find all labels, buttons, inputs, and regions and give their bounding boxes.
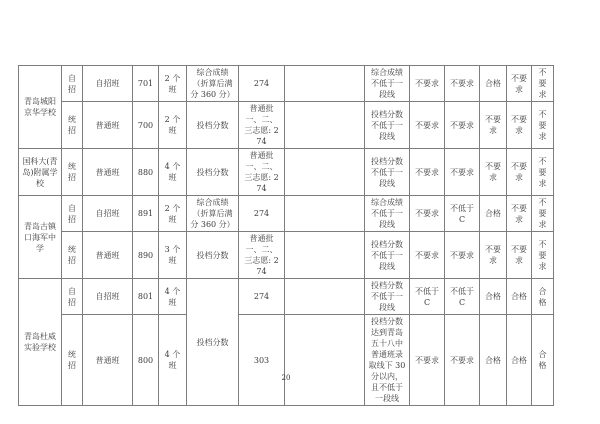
cell-enrollment-type: 自招 [62,66,83,102]
cell-requirement-5: 不要求 [532,102,554,149]
cell-score-basis: 投档分数 [187,232,239,279]
cell-school-code: 800 [133,315,159,406]
cell-requirement-3: 合格 [480,196,507,232]
cell-requirement-4: 不要求 [507,149,532,196]
cell-school-code: 890 [133,232,159,279]
cell-requirement-main: 投档分数不低于一段线 [365,232,410,279]
table-row [19,315,554,406]
table-row [19,196,554,232]
cell-school-name: 国科大(青岛)附属学校 [19,149,62,196]
table-row [19,232,554,279]
cell-requirement-3: 不要求 [480,149,507,196]
cell-class-count: 2 个班 [159,196,187,232]
cell-enrollment-type: 自招 [62,279,83,315]
cell-requirement-3: 不要求 [480,102,507,149]
cell-blank [285,66,365,102]
cell-class-type: 自招班 [83,66,133,102]
cell-requirement-5: 合格 [532,315,554,406]
cell-class-type: 自招班 [83,196,133,232]
cell-requirement-5: 合格 [532,279,554,315]
cell-blank [285,149,365,196]
cell-class-type: 自招班 [83,279,133,315]
cell-requirement-1: 不要求 [410,196,445,232]
cell-requirement-5: 不要求 [532,66,554,102]
cell-requirement-3: 合格 [480,315,507,406]
cell-requirement-4: 合格 [507,279,532,315]
cell-requirement-4: 不要求 [507,66,532,102]
cell-class-count: 4 个班 [159,149,187,196]
cell-enrollment-type: 统招 [62,232,83,279]
cell-class-type: 普通班 [83,102,133,149]
cell-admission-score: 274 [239,196,285,232]
cell-requirement-main: 综合成绩不低于一段线 [365,196,410,232]
cell-requirement-3: 不要求 [480,232,507,279]
cell-school-code: 701 [133,66,159,102]
cell-score-basis: 投档分数 [187,149,239,196]
cell-requirement-main: 投档分数达到青岛五十八中普通班录取线下 30 分以内，且不低于一段线 [365,315,410,406]
cell-requirement-1: 不要求 [410,315,445,406]
cell-requirement-2: 不要求 [445,315,480,406]
cell-admission-score: 普通批一、二、三志愿: 274 [239,232,285,279]
cell-school-name: 青岛城阳京华学校 [19,66,62,149]
cell-admission-score: 普通批一、二、三志愿: 274 [239,149,285,196]
cell-blank [285,196,365,232]
cell-requirement-2: 不要求 [445,149,480,196]
cell-requirement-2: 不低于 C [445,279,480,315]
cell-requirement-3: 合格 [480,66,507,102]
cell-requirement-4: 不要求 [507,196,532,232]
cell-blank [285,232,365,279]
cell-requirement-1: 不要求 [410,149,445,196]
cell-score-basis: 投档分数 [187,279,239,406]
cell-requirement-4: 合格 [507,315,532,406]
cell-class-count: 4 个班 [159,315,187,406]
cell-class-type: 普通班 [83,149,133,196]
cell-requirement-2: 不要求 [445,232,480,279]
cell-school-code: 880 [133,149,159,196]
cell-enrollment-type: 统招 [62,149,83,196]
cell-requirement-1: 不低于 C [410,279,445,315]
cell-admission-score: 274 [239,279,285,315]
cell-blank [285,102,365,149]
cell-requirement-5: 不要求 [532,232,554,279]
cell-requirement-2: 不低于 C [445,196,480,232]
cell-blank [285,279,365,315]
cell-school-code: 700 [133,102,159,149]
cell-enrollment-type: 自招 [62,196,83,232]
cell-requirement-5: 不要求 [532,149,554,196]
cell-requirement-2: 不要求 [445,102,480,149]
table-row [19,66,554,102]
cell-enrollment-type: 统招 [62,102,83,149]
cell-class-count: 2 个班 [159,66,187,102]
cell-requirement-main: 投档分数不低于一段线 [365,149,410,196]
cell-class-type: 普通班 [83,232,133,279]
cell-requirement-2: 不要求 [445,66,480,102]
cell-class-count: 4 个班 [159,279,187,315]
cell-class-count: 2 个班 [159,102,187,149]
cell-score-basis: 综合成绩（折算后满分 360 分） [187,196,239,232]
cell-class-type: 普通班 [83,315,133,406]
cell-score-basis: 投档分数 [187,102,239,149]
cell-requirement-main: 投档分数不低于一段线 [365,279,410,315]
cell-admission-score: 303 [239,315,285,406]
cell-requirement-4: 不要求 [507,102,532,149]
cell-score-basis: 综合成绩（折算后满分 360 分） [187,66,239,102]
cell-school-code: 891 [133,196,159,232]
cell-requirement-1: 不要求 [410,66,445,102]
cell-requirement-3: 合格 [480,279,507,315]
cell-admission-score: 普通批一、二、三志愿: 274 [239,102,285,149]
table-row [19,102,554,149]
cell-blank [285,315,365,406]
table-row [19,149,554,196]
cell-requirement-4: 不要求 [507,232,532,279]
cell-requirement-1: 不要求 [410,102,445,149]
cell-school-name: 青岛古镇口海军中学 [19,196,62,279]
cell-enrollment-type: 统招 [62,315,83,406]
cell-school-code: 801 [133,279,159,315]
page-number: 20 [281,374,291,382]
cell-requirement-main: 综合成绩不低于一段线 [365,66,410,102]
admissions-table [18,65,554,406]
cell-requirement-1: 不要求 [410,232,445,279]
cell-requirement-main: 投档分数不低于一段线 [365,102,410,149]
cell-admission-score: 274 [239,66,285,102]
table-row [19,279,554,315]
cell-requirement-5: 不要求 [532,196,554,232]
cell-class-count: 3 个班 [159,232,187,279]
cell-school-name: 青岛杜威实验学校 [19,279,62,406]
